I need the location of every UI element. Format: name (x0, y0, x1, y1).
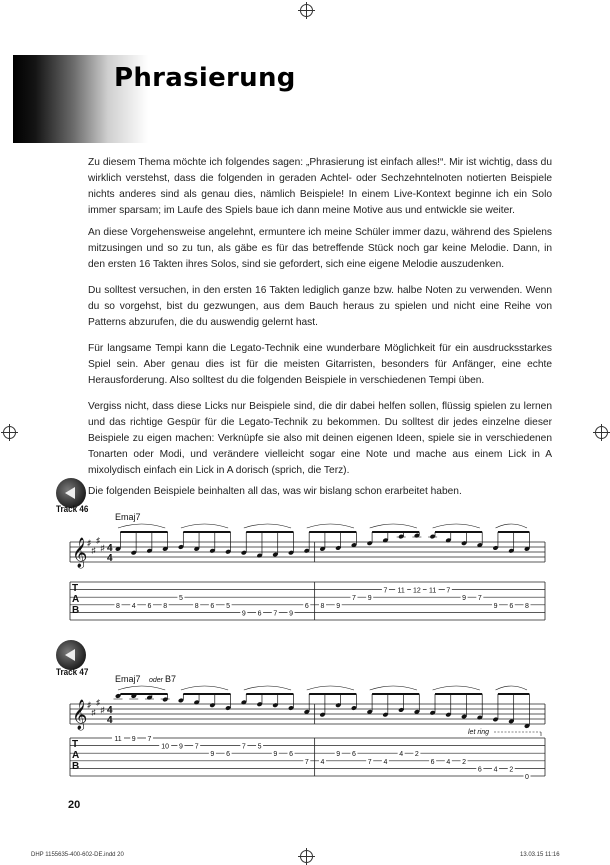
legato-slur (118, 686, 165, 690)
tab-clef-letter: T (72, 739, 79, 750)
legato-slur (244, 524, 291, 528)
tab-fret-number: 2 (414, 751, 419, 759)
key-signature-sharp: ♯ (91, 708, 96, 717)
tab-fret-number: 7 (477, 595, 482, 603)
tab-fret-number: 6 (477, 766, 482, 774)
chord-symbol: Emaj7 (115, 674, 141, 684)
treble-clef-icon: 𝄞 (72, 699, 88, 729)
tab-fret-number: 6 (352, 751, 356, 759)
registration-mark-bottom (300, 850, 313, 863)
tab-fret-number: 9 (336, 602, 341, 610)
registration-mark-right (595, 426, 608, 439)
paragraph-5: Vergiss nicht, dass diese Licks nur Beispiele sind, die dir dabei helfen sollen, flüssig spielen zu lernen und das richtige Gespür für die Legato-Technik zu bekommen. Du solltest dir jedes einzelne dieser Beispiele zu eigen machen: Verknüpfe sie also mit deinen eigenen Ideen, spiele sie in verschiedenen Tonarten oder Modi, und verändere vielleicht sogar eine Note und mache aus einem Lick in A mixolydisch einfach ein Lick in A dorisch (sprich, die Terz). (88, 401, 552, 476)
footer-date: 13.03.15 11:16 (520, 852, 560, 858)
tab-clef-letter: B (72, 761, 80, 772)
treble-clef-icon: 𝄞 (72, 537, 88, 567)
legato-slur (433, 686, 480, 690)
tab-fret-number: 5 (257, 743, 262, 751)
time-signature-bottom: 4 (107, 553, 113, 564)
tab-fret-number: 9 (131, 736, 136, 743)
tab-fret-number: 6 (430, 758, 435, 766)
page-number: 20 (68, 799, 81, 811)
legato-slur (307, 524, 354, 528)
key-signature-sharp: ♯ (87, 700, 91, 710)
legato-slur (370, 686, 417, 690)
tab-fret-number: 12 (412, 587, 421, 595)
tab-fret-number: 6 (509, 602, 514, 610)
legato-slur (496, 524, 527, 528)
tab-fret-number: 6 (226, 751, 231, 759)
tab-fret-number: 9 (493, 602, 498, 610)
music-example-track-46 (0, 500, 610, 630)
chord-symbol-alt: B7 (165, 674, 177, 684)
tab-fret-number: 4 (320, 758, 325, 766)
audio-caption: Die folgenden Beispiele beinhalten all das, was wir bislang schon erarbeitet haben. (88, 486, 462, 497)
paragraph-1: Zu diesem Thema möchte ich folgendes sagen: „Phrasierung ist einfach alles!“. Mir ist wichtig, dass du wirklich verstehst, dass die folgenden in geraden Achtel- oder Sechzehntelnoten notierten Beispiele nichts anderes sind als genau dies, nämlich Beispiele! In einem Live-Kontext beginne ich ein Solo immer sparsam; im Laufe des Spiels baue ich dann meine Motive aus und entwickle sie weiter. (88, 157, 552, 216)
tab-fret-number: 5 (226, 602, 231, 610)
tab-fret-number: 11 (397, 587, 405, 595)
tab-clef-letter: A (72, 750, 80, 761)
tab-fret-number: 9 (367, 595, 372, 603)
key-signature-sharp: ♯ (100, 705, 105, 715)
tab-fret-number: 9 (178, 743, 183, 751)
key-signature-sharp: ♯ (91, 546, 96, 555)
legato-slur (181, 524, 228, 528)
tab-fret-number: 2 (462, 758, 467, 766)
tab-clef-letter: B (72, 605, 80, 616)
legato-slur (118, 524, 165, 528)
key-signature-sharp: ♯ (96, 536, 100, 545)
tab-fret-number: 2 (509, 766, 514, 774)
tab-fret-number: 9 (336, 751, 341, 759)
key-signature-sharp: ♯ (96, 698, 100, 707)
legato-slur (244, 686, 291, 690)
track-label-46: Track 46 (56, 504, 89, 514)
tab-fret-number: 4 (446, 758, 451, 766)
tab-fret-number: 8 (194, 602, 199, 610)
track-label-47: Track 47 (56, 667, 89, 677)
tab-fret-number: 0 (525, 774, 529, 781)
tab-fret-number: 7 (194, 743, 199, 751)
tab-fret-number: 7 (446, 587, 451, 595)
music-example-track-47 (0, 664, 610, 790)
paragraph-3: Du solltest versuchen, in den ersten 16 Takten lediglich ganze bzw. halbe Noten zu verwenden. Wenn du so vorgehst, bist du gezwungen, aus dem Bauch heraus zu spielen und nicht eine Reihe von Patterns abzurufen, die du auswendig gelernt hast. (88, 285, 552, 328)
time-signature-top: 4 (107, 543, 113, 554)
registration-mark-top (300, 4, 313, 17)
paragraph-2: An diese Vorgehensweise angelehnt, ermuntere ich meine Schüler immer dazu, während des Spielens mitzusingen und so zu tun, als gäbe es für das betreffende Stück noch gar keine Melodie. Dann, in den ersten 16 Takten ihres Solos, sind sie gefordert, sich eine eigene Melodie auszudenken. (88, 227, 552, 270)
time-signature-bottom: 4 (107, 715, 113, 726)
tab-fret-number: 4 (399, 751, 404, 759)
tab-fret-number: 11 (114, 736, 122, 743)
tab-fret-number: 7 (383, 587, 388, 595)
tab-fret-number: 4 (493, 766, 498, 774)
tab-fret-number: 7 (241, 743, 246, 751)
tab-fret-number: 6 (257, 610, 262, 618)
tab-fret-number: 8 (163, 602, 168, 610)
tab-fret-number: 5 (178, 595, 183, 603)
tab-fret-number: 4 (131, 602, 136, 610)
tab-fret-number: 9 (289, 610, 293, 618)
legato-slur (433, 524, 480, 528)
legato-slur (496, 686, 527, 690)
key-signature-sharp: ♯ (100, 543, 105, 553)
tab-fret-number: 8 (116, 602, 120, 610)
key-signature-sharp: ♯ (87, 538, 91, 548)
let-ring-annotation: let ring (468, 729, 490, 736)
tab-fret-number: 9 (273, 751, 278, 759)
tab-fret-number: 9 (462, 595, 467, 603)
chord-connector: oder (149, 677, 164, 684)
legato-slur (307, 686, 354, 690)
registration-mark-left (3, 426, 16, 439)
time-signature-top: 4 (107, 705, 113, 716)
footer-file-info: DHP 1155635-400-602-DE.indd 20 (31, 852, 124, 858)
tab-fret-number: 7 (352, 595, 356, 603)
tab-clef-letter: T (72, 583, 79, 594)
tab-clef-letter: A (72, 594, 80, 605)
tab-fret-number: 7 (367, 758, 372, 766)
tab-fret-number: 10 (161, 743, 170, 751)
legato-slur (181, 686, 228, 690)
tab-fret-number: 8 (525, 602, 529, 610)
tab-fret-number: 6 (147, 602, 152, 610)
tab-fret-number: 6 (210, 602, 215, 610)
tab-fret-number: 6 (304, 602, 309, 610)
tab-fret-number: 7 (147, 736, 152, 743)
legato-slur (370, 524, 417, 528)
tab-fret-number: 6 (289, 751, 293, 759)
tab-fret-number: 9 (210, 751, 215, 759)
tab-fret-number: 9 (241, 610, 246, 618)
tab-fret-number: 11 (428, 587, 437, 595)
tab-fret-number: 4 (383, 758, 388, 766)
tab-fret-number: 7 (304, 758, 309, 766)
page-title: Phrasierung (114, 63, 296, 93)
paragraph-4: Für langsame Tempi kann die Legato-Technik eine wunderbare Möglichkeit für ein ausdrucksstarkes Spiel sein. Aber genau dies ist für die meisten Gitarristen, besonders für Anfänger, eine echte Herausforderung. Also solltest du die folgenden Beispiele in verschiedenen Tempi üben. (88, 343, 552, 386)
chord-symbol: Emaj7 (115, 512, 141, 522)
tab-fret-number: 8 (320, 602, 325, 610)
tab-fret-number: 7 (273, 610, 278, 618)
